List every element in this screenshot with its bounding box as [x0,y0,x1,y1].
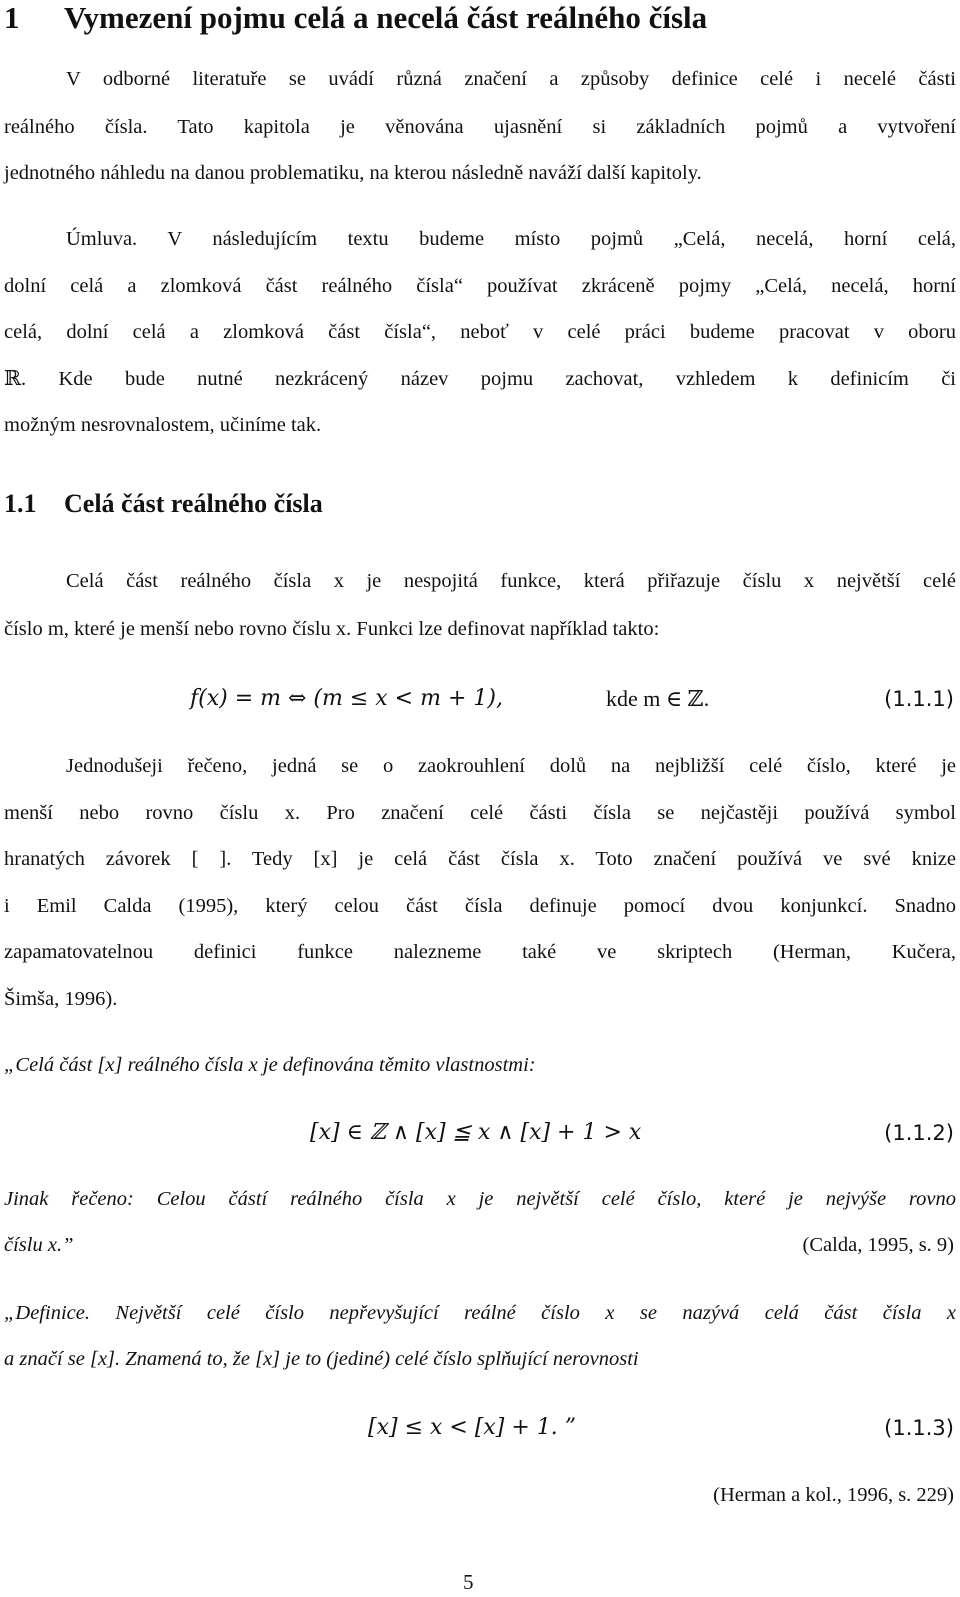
citation: (Calda, 1995, s. 9) [802,1234,954,1256]
equation-number: (1.1.2) [884,1121,954,1145]
intro-line: reálného čísla. Tato kapitola je věnována ujasnění si základních pojmů a vytvoření [4,116,956,138]
quote-intro: „Celá část [x] reálného čísla x je definována těmito vlastnostmi: [4,1054,536,1076]
paragraph-line: i Emil Calda (1995), který celou část čísla definuje pomocí dvou konjunkcí. Snadno [4,895,956,917]
chapter-number: 1 [4,0,20,35]
definition-line: Celá část reálného čísla x je nespojitá funkce, která přiřazuje číslu x největší celé [66,570,956,592]
paragraph-line: menší nebo rovno číslu x. Pro značení celé části čísla se nejčastěji používá symbol [4,802,956,824]
page-number: 5 [463,1570,474,1594]
section-heading [4,488,323,520]
chapter-heading [4,0,707,36]
umluva-line: ℝ. Kde bude nutné nezkrácený název pojmu zachovat, vzhledem k definicím či [4,368,956,390]
equation-number: (1.1.1) [884,687,954,711]
chapter-title: Vymezení pojmu celá a necelá část reálného čísla [64,0,708,35]
quote-line: Jinak řečeno: Celou částí reálného čísla x je největší celé číslo, které je nejvýše rovno [4,1188,956,1210]
definition-line: číslo m, které je menší nebo rovno číslu x. Funkci lze definovat například takto: [4,618,660,640]
paragraph-line: Jednodušeji řečeno, jedná se o zaokrouhlení dolů na nejbližší celé číslo, které je [66,755,956,777]
equation-condition: kde m ∈ ℤ. [606,686,710,711]
section-title: Celá část reálného čísla [64,489,323,518]
equation-formula: [x] ≤ x < [x] + 1. ” [368,1415,577,1440]
paragraph-line: zapamatovatelnou definici funkce nalezneme také ve skriptech (Herman, Kučera, [4,941,956,963]
umluva-line: dolní celá a zlomková část reálného čísla“ používat zkráceně pojmy „Celá, necelá, horní [4,275,956,297]
section-number: 1.1 [4,489,37,518]
quote-line: číslu x.” [4,1234,74,1256]
definition-quote-line: „Definice. Největší celé číslo nepřevyšující reálné číslo x se nazývá celá část čísla x [4,1302,956,1324]
equation-number: (1.1.3) [884,1416,954,1440]
paragraph-line: hranatých závorek [ ]. Tedy [x] je celá část čísla x. Toto značení používá ve své knize [4,848,956,870]
intro-line: jednotného náhledu na danou problematiku, na kterou následně naváží další kapitoly. [4,162,702,184]
umluva-line: Úmluva. V následujícím textu budeme místo pojmů „Celá, necelá, horní celá, [66,228,956,250]
citation: (Herman a kol., 1996, s. 229) [713,1484,954,1506]
equation-formula: [x] ∈ ℤ ∧ [x] ≦ x ∧ [x] + 1 > x [310,1120,642,1145]
intro-line: V odborné literatuře se uvádí různá značení a způsoby definice celé i necelé části [66,68,956,90]
equation-formula: f(x) = m ⇔ (m ≤ x < m + 1), [190,686,503,711]
paragraph-line: Šimša, 1996). [4,988,118,1010]
definition-quote-line: a značí se [x]. Znamená to, že [x] je to (jediné) celé číslo splňující nerovnosti [4,1348,639,1370]
umluva-line: celá, dolní celá a zlomková část čísla“, neboť v celé práci budeme pracovat v oboru [4,321,956,343]
umluva-line: možným nesrovnalostem, učiníme tak. [4,414,322,436]
